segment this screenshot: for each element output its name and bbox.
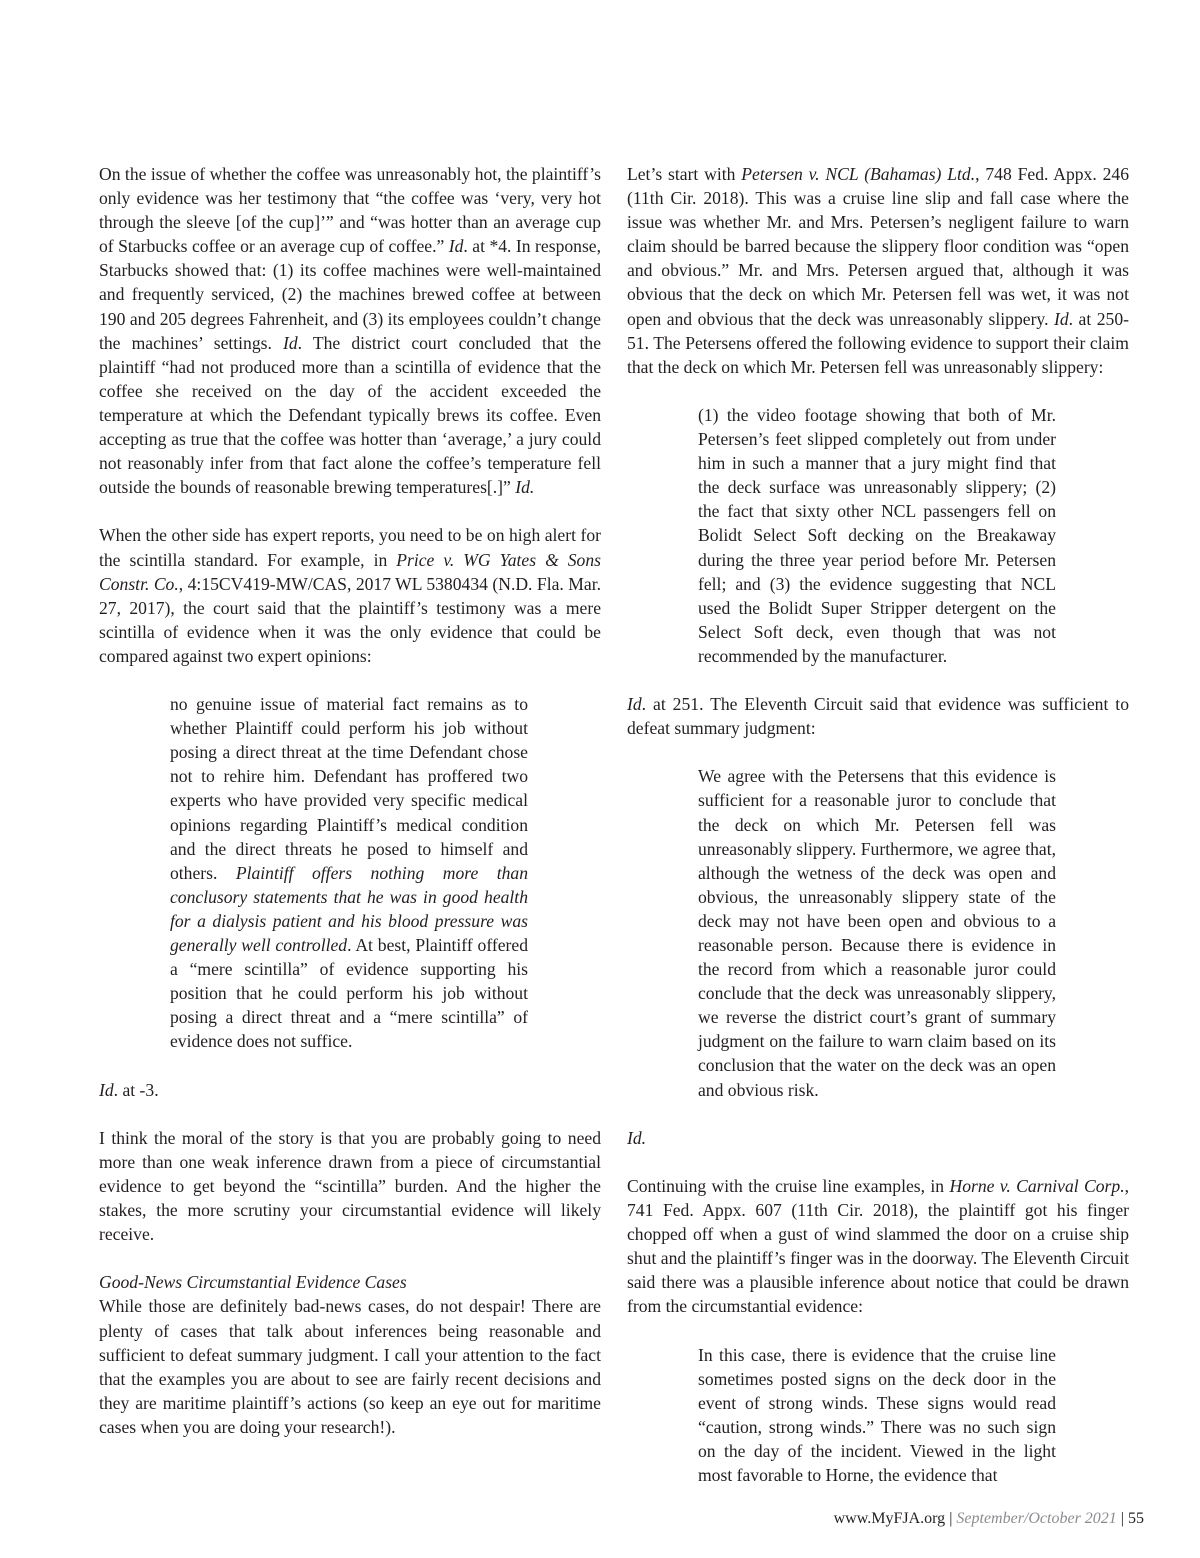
block-quote-horne: In this case, there is evidence that the cruise line sometimes posted signs on the deck door in the event of strong winds. These signs would read “caution, strong winds.” There was no such sign on the day of the incident. Viewed in the light most favorable to Horne, the evidence that <box>698 1344 1056 1486</box>
paragraph-eleventh-circuit: Id. at 251. The Eleventh Circuit said that evidence was sufficient to defeat summary judgment: <box>627 694 1129 739</box>
paragraph-coffee-evidence: On the issue of whether the coffee was unreasonably hot, the plaintiff’s only evidence was her testimony that “the coffee was ‘very, very hot through the sleeve [of the cup]’” and “was hotter than an average cup of Starbucks coffee or an average cup of coffee.” Id. at *4. In response, Starbucks showed that: (1) its coffee machines were well-maintained and frequently serviced, (2) the machines brewed coffee at between 190 and 205 degrees Fahrenheit, and (3) its employees couldn’t change the machines’ settings. Id. The district court concluded that the plaintiff “had not produced more than a scintilla of evidence that the coffee she received on the day of the accident exceeded the temperature at which the Defendant typically brews its coffee. Even accepting as true that the coffee was hotter than ‘average,’ a jury could not reasonably infer from that fact alone the coffee’s temperature fell outside the bounds of reasonable brewing temperatures[.]” Id. <box>99 164 602 498</box>
block-quote-price: no genuine issue of material fact remains as to whether Plaintiff could perform his job without posing a direct threat at the time Defendant chose not to rehire him. Defendant has proffered two experts who have provided very specific medical opinions regarding Plaintiff’s medical condition and the direct threats he posed to himself and others. Plaintiff offers nothing more than conclusory statements that he was in good health for a dialysis patient and his blood pressure was generally well controlled. At best, Plaintiff offered a “mere scintilla” of evidence supporting his position that he could perform his job without posing a direct threat and a “mere scintilla” of evidence does not suffice. <box>170 694 528 1052</box>
footer-separator: | <box>1116 1510 1128 1527</box>
citation-id-price: Id. at -3. <box>99 1079 159 1100</box>
paragraph-horne: Continuing with the cruise line examples, in Horne v. Carnival Corp., 741 Fed. Appx. 607 (11th Cir. 2018), the plaintiff got his finger chopped off when a gust of wind slammed the door on a cruise ship shut and the plaintiff’s finger was in the doorway. The Eleventh Circuit said there was a plausible inference about notice that could be drawn from the circumstantial evidence: <box>627 1175 1129 1317</box>
paragraph-good-news: While those are definitely bad-news cases, do not despair! There are plenty of cases that talk about inferences being reasonable and sufficient to defeat summary judgment. I call your attention to the fact that the examples you are about to see are fairly recent decisions and they are maritime plaintiff’s actions (so keep an eye out for maritime cases when you are doing your research!). <box>99 1296 601 1437</box>
paragraph-petersen: Let’s start with Petersen v. NCL (Bahamas) Ltd., 748 Fed. Appx. 246 (11th Cir. 2018). This was a cruise line slip and fall case where the issue was whether Mr. and Mrs. Petersen’s negligent failure to warn claim should be barred because the slippery floor condition was “open and obvious.” Mr. and Mrs. Petersen argued that, although it was obvious that the deck on which Mr. Petersen fell was wet, it was not open and obvious that the deck was unreasonably slippery. Id. at 250-51. The Petersens offered the following evidence to support their claim that the deck on which Mr. Petersen fell was unreasonably slippery: <box>627 164 1129 377</box>
left-column <box>99 162 601 1439</box>
block-quote-petersen-holding: We agree with the Petersens that this evidence is sufficient for a reasonable juror to conclude that the deck on which Mr. Petersen fell was unreasonably slippery. Furthermore, we agree that, although the wetness of the deck was open and obvious, the unreasonably slippery state of the deck may not have been open and obvious to a reasonable person. Because there is evidence in the record from which a reasonable juror could conclude that the deck was unreasonably slippery, we reverse the district court’s grant of summary judgment on the failure to warn claim based on its conclusion that the water on the deck was an open and obvious risk. <box>698 766 1056 1100</box>
right-column <box>627 162 1129 1487</box>
page-footer <box>834 1507 1144 1531</box>
citation-id-petersen: Id. <box>627 1127 647 1148</box>
footer-issue: September/October 2021 <box>956 1510 1117 1527</box>
block-quote-petersen-evidence: (1) the video footage showing that both of Mr. Petersen’s feet slipped completely out from under him in such a manner that a jury might find that the deck surface was unreasonably slippery; (2) the fact that sixty other NCL passengers fell on Bolidt Select Soft decking on the Breakaway during the three year period before Mr. Petersen fell; and (3) the evidence suggesting that NCL used the Bolidt Super Stripper detergent on the Select Soft deck, even though that was not recommended by the manufacturer. <box>698 404 1056 666</box>
footer-site: www.MyFJA.org <box>833 1510 946 1527</box>
paragraph-moral: I think the moral of the story is that you are probably going to need more than one weak inference drawn from a piece of circumstantial evidence to get beyond the “scintilla” burden. And the higher the stakes, the more scrutiny your circumstantial evidence will likely receive. <box>99 1127 601 1245</box>
paragraph-expert-reports: When the other side has expert reports, you need to be on high alert for the scintilla standard. For example, in Price v. WG Yates & Sons Constr. Co., 4:15CV419-MW/CAS, 2017 WL 5380434 (N.D. Fla. Mar. 27, 2017), the court said that the plaintiff’s testimony was a mere scintilla of evidence when it was the only evidence that could be compared against two expert opinions: <box>99 525 601 666</box>
page-number: 55 <box>1128 1510 1144 1527</box>
footer-separator: | <box>945 1510 957 1527</box>
section-heading: Good-News Circumstantial Evidence Cases <box>99 1272 407 1293</box>
